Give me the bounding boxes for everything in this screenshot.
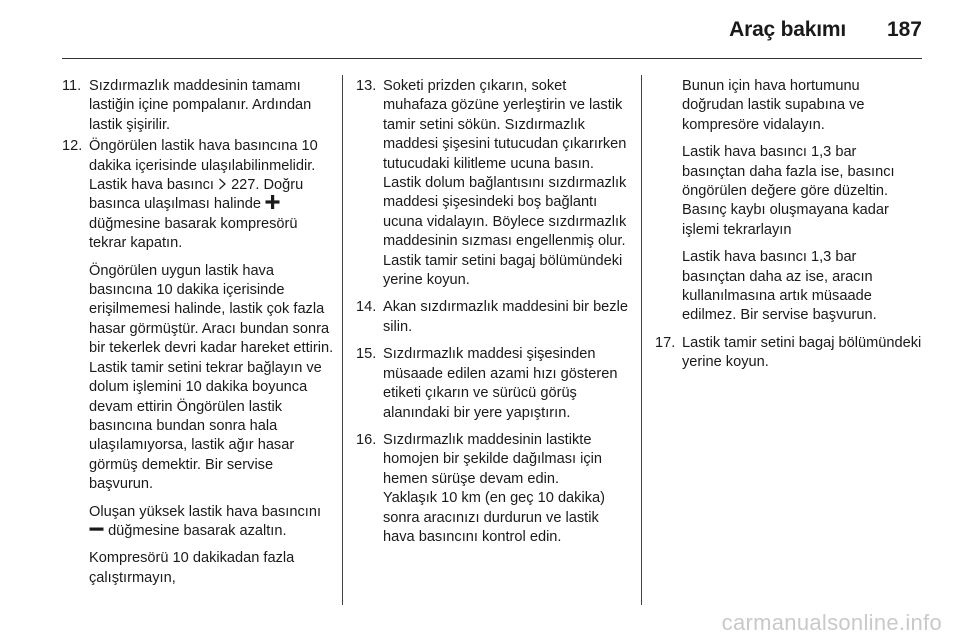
paragraph: Lastik hava basıncı 1,3 bar basınçtan daha az ise, aracın kullanılmasına artık müsaade edilmez. Bir servise başvurun. xyxy=(682,249,877,324)
step-11 xyxy=(62,77,334,135)
step-14 xyxy=(356,298,628,337)
step-text: 227. Doğru basınca ulaşılması halinde xyxy=(89,177,304,213)
step-13 xyxy=(356,77,628,290)
step-number: 11. xyxy=(62,78,82,94)
section-title: Araç bakımı xyxy=(729,18,846,41)
step-text: Akan sızdırmazlık maddesini bir bezle silin. xyxy=(383,299,628,335)
paragraph: Öngörülen uygun lastik hava basıncına 10 dakika içerisinde erişilmemesi halinde, lastik çok fazla hasar görmüştür. Aracı bundan sonra bir tekerlek devri kadar hareket ettirin. Lastik tamir setini tekrar bağlayın ve dolum işlemini 10 dakika boyunca devam ettirin Öngörülen lastik basıncına bundan sonra hala ulaşılamıyorsa, lastik ağır hasar görmüş demektir. Bir servise başvurun. xyxy=(89,262,334,493)
step-text: Öngörülen lastik hava basıncına 10 dakika içerisinde ulaşılabilinmelidir. Lastik hava basıncı xyxy=(89,138,318,194)
page-number: 187 xyxy=(886,18,922,41)
step-number: 12. xyxy=(62,138,83,155)
column-divider xyxy=(641,75,642,605)
step-number: 13. xyxy=(356,78,377,94)
page-header xyxy=(62,0,922,59)
column-1 xyxy=(62,77,334,590)
step-number: 15. xyxy=(356,346,377,363)
paragraph: Kompresörü 10 dakikadan fazla çalıştırmayın, xyxy=(89,550,295,586)
step-text: Sızdırmazlık maddesi şişesinden müsaade edilen azami hızı gösteren etiketi çıkarın ve sürücü görüş alanındaki bir yere yapıştırın. xyxy=(383,346,618,421)
step-number: 14. xyxy=(356,299,377,316)
step-text: Sızdırmazlık maddesinin tamamı lastiğin içine pompalanır. Ardından lastik şişirilir. xyxy=(89,78,312,133)
paragraph: Lastik hava basıncı 1,3 bar basınçtan daha fazla ise, basıncı öngörülen değere göre düzeltin. Basınç kaybı oluşmayana kadar işlemi tekrarlayın xyxy=(682,144,895,238)
paragraph: Bunun için hava hortumunu doğrudan lastik supabına ve kompresöre vidalayın. xyxy=(682,78,865,133)
minus-icon xyxy=(89,523,104,539)
paragraph-text: Oluşan yüksek lastik hava basıncını xyxy=(89,503,321,520)
step-16-continued xyxy=(655,77,923,326)
watermark: carmanualsonline.info xyxy=(721,610,942,635)
step-17 xyxy=(655,334,923,373)
step-16 xyxy=(356,431,628,547)
column-3 xyxy=(655,77,923,375)
step-12 xyxy=(62,137,334,588)
step-15 xyxy=(356,345,628,423)
step-text: Sızdırmazlık maddesinin lastikte homojen bir şekilde dağılması için hemen sürüşe devam edin. xyxy=(383,431,603,487)
column-2 xyxy=(356,77,628,549)
paragraph-text: düğmesine basarak azaltın. xyxy=(108,522,287,539)
paragraph xyxy=(89,503,334,542)
plus-icon xyxy=(265,196,280,212)
step-text: düğmesine basarak kompresörü tekrar kapatın. xyxy=(89,215,298,252)
column-divider xyxy=(342,75,343,605)
step-text: Yaklaşık 10 km (en geç 10 dakika) sonra aracınızı durdurun ve lastik hava basıncını kontrol edin. xyxy=(383,490,605,545)
arrow-ref-icon xyxy=(218,177,227,193)
step-text: Soketi prizden çıkarın, soket muhafaza gözüne yerleştirin ve lastik tamir setini sökün. Sızdırmazlık maddesi şişesini tutucudan çıkarırken tutucudaki kilitleme ucuna basın. Lastik dolum bağlantısını sızdırmazlık maddesi şişesindeki boş bağlantı ucuna vidalayın. Böylece sızdırmazlık maddesinin sızması engellenmiş olur. Lastik tamir setini bagaj bölümündeki yerine koyun. xyxy=(383,78,627,289)
step-number: 17. xyxy=(655,334,676,351)
step-number: 16. xyxy=(356,431,377,448)
step-text: Lastik tamir setini bagaj bölümündeki yerine koyun. xyxy=(682,334,922,371)
